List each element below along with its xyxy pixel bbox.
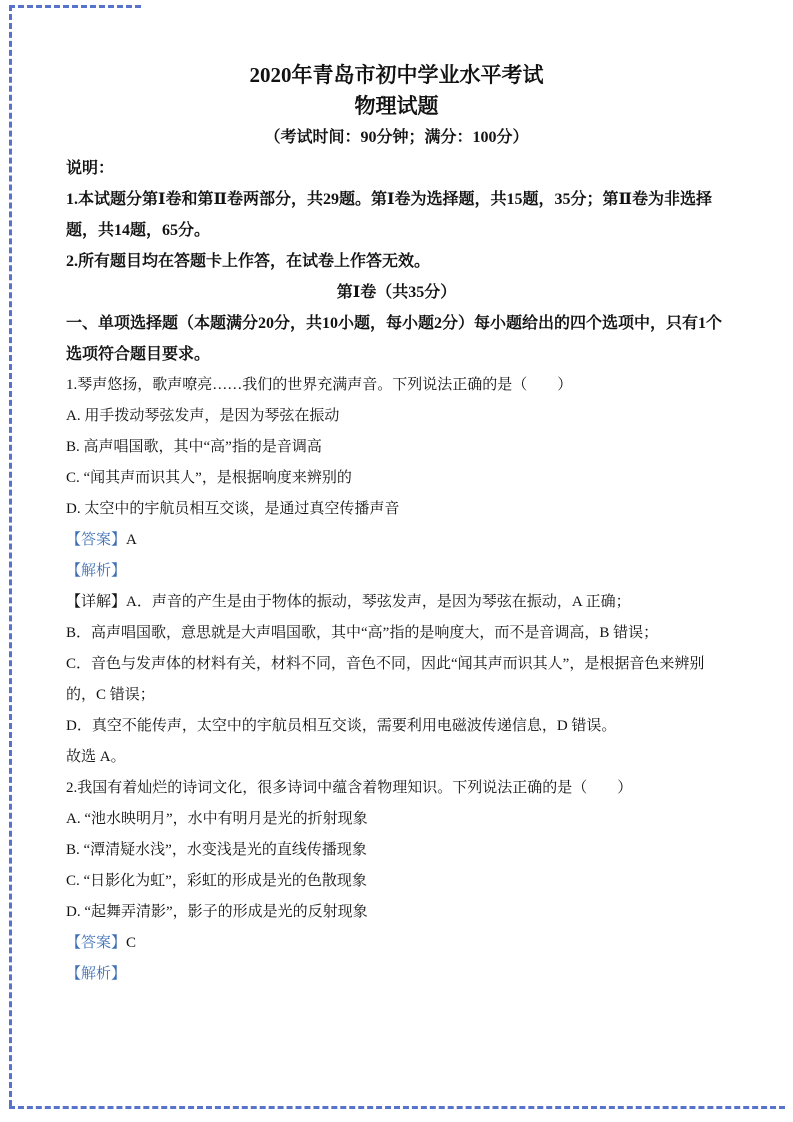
section-instruction: 一、单项选择题（本题满分20分，共10小题，每小题2分）每小题给出的四个选项中，只有1个选项符合题目要求。 bbox=[66, 315, 723, 363]
question-1-detail-line-b: B．高声唱国歌，意思就是大声唱国歌，其中“高”指的是响度大，而不是音调高，B 错误； bbox=[66, 625, 659, 641]
question-1-detail-line-c: C．音色与发声体的材料有关，材料不同，音色不同，因此“闻其声而识其人”，是根据音色来辨别的，C 错误； bbox=[66, 656, 705, 703]
question-1-conclusion: 故选 A。 bbox=[66, 749, 126, 765]
answer-value: C bbox=[126, 935, 137, 951]
question-1-analysis-line bbox=[66, 556, 727, 587]
section-title: 第Ⅰ卷（共35分） bbox=[336, 284, 457, 301]
answer-label: 【答案】 bbox=[66, 935, 127, 951]
document-title: 2020年青岛市初中学业水平考试 bbox=[249, 63, 544, 87]
note-1: 1.本试题分第Ⅰ卷和第Ⅱ卷两部分，共29题。第Ⅰ卷为选择题，共15题，35分；第Ⅱ卷为非选择题，共14题，65分。 bbox=[66, 191, 712, 239]
question-2-analysis-line bbox=[66, 959, 727, 990]
question-2-option-c: C. “日影化为虹”，彩虹的形成是光的色散现象 bbox=[66, 873, 367, 889]
question-2-option-d: D. “起舞弄清影”，影子的形成是光的反射现象 bbox=[66, 904, 368, 920]
question-2-option-a: A. “池水映明月”，水中有明月是光的折射现象 bbox=[66, 811, 368, 827]
question-2-stem: 2.我国有着灿烂的诗词文化，很多诗词中蕴含着物理知识。下列说法正确的是（ ） bbox=[66, 780, 633, 796]
question-1-detail-line-a bbox=[66, 587, 727, 618]
question-1-option-d: D. 太空中的宇航员相互交谈，是通过真空传播声音 bbox=[66, 501, 400, 517]
notes-heading: 说明： bbox=[66, 160, 115, 177]
detail-label: 【详解】 bbox=[66, 594, 127, 610]
question-1-option-c: C. “闻其声而识其人”，是根据响度来辨别的 bbox=[66, 470, 352, 486]
answer-value: A bbox=[126, 532, 137, 548]
analysis-label: 【解析】 bbox=[66, 966, 127, 982]
question-1-stem: 1.琴声悠扬，歌声嘹亮……我们的世界充满声音。下列说法正确的是（ ） bbox=[66, 377, 573, 393]
question-2-answer-line bbox=[66, 928, 727, 959]
note-2: 2.所有题目均在答题卡上作答，在试卷上作答无效。 bbox=[66, 253, 431, 270]
document-content bbox=[66, 60, 727, 990]
frame-dashed-left bbox=[9, 5, 12, 1106]
question-1-option-a: A. 用手拨动琴弦发声，是因为琴弦在振动 bbox=[66, 408, 340, 424]
frame-dashed-top bbox=[9, 5, 141, 8]
question-1-answer-line bbox=[66, 525, 727, 556]
question-2 bbox=[66, 773, 727, 990]
question-1-detail-line-d: D．真空不能传声，太空中的宇航员相互交谈，需要利用电磁波传递信息，D 错误。 bbox=[66, 718, 617, 734]
frame-dashed-bottom bbox=[9, 1106, 785, 1109]
detail-text-a: A．声音的产生是由于物体的振动，琴弦发声，是因为琴弦在振动，A 正确； bbox=[126, 594, 631, 610]
question-2-option-b: B. “潭清疑水浅”，水变浅是光的直线传播现象 bbox=[66, 842, 367, 858]
analysis-label: 【解析】 bbox=[66, 563, 127, 579]
question-1-option-b: B. 高声唱国歌，其中“高”指的是音调高 bbox=[66, 439, 322, 455]
document-subtitle: 物理试题 bbox=[354, 94, 439, 118]
exam-info: （考试时间：90分钟；满分：100分） bbox=[264, 129, 529, 146]
answer-label: 【答案】 bbox=[66, 532, 127, 548]
question-1 bbox=[66, 370, 727, 773]
